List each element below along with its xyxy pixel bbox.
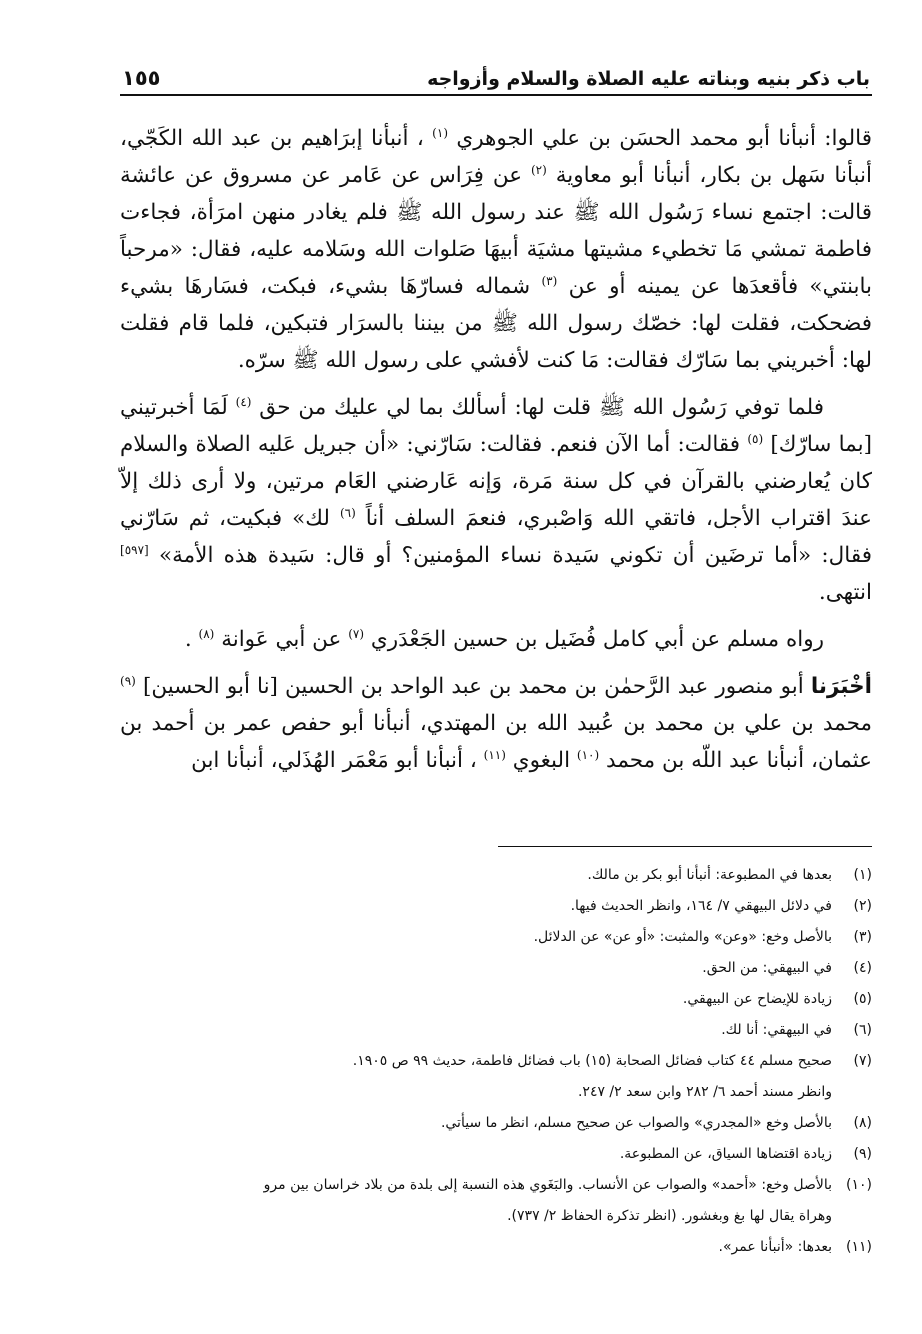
footnotes (120, 860, 872, 1263)
footnote-text: وانظر مسند أحمد ٦/ ٢٨٢ وابن سعد ٢/ ٢٤٧. (577, 1084, 832, 1100)
footnote-ref: (٨) (198, 626, 215, 641)
footnote-ref: (٥) (747, 431, 764, 446)
footnote-text: صحيح مسلم ٤٤ كتاب فضائل الصحابة (١٥) باب فضائل فاطمة، حديث ٩٩ ص ١٩٠٥. (352, 1053, 832, 1069)
footnote-ref: (٧) (348, 626, 365, 641)
chapter-title: باب ذكر بنيه وبناته عليه الصلاة والسلام وأزواجه (427, 68, 870, 90)
footnote-ref: (٦) (339, 505, 356, 520)
page-header (120, 52, 872, 96)
book-page (120, 52, 872, 789)
paragraph (120, 621, 872, 658)
footnote-text: في البيهقي: أنا لك. (721, 1022, 832, 1038)
text-run: شماله فسارّهَا بشيء، فبكت، فسَارهَا بشيء فضحكت، فقلت لها: خصّك رسول الله ﷺ من بيننا بالسرَار فتبكين، فلما قام فقلت لها: أخبريني بما سَارّك فقالت: مَا كنت لأفشي على رسول الله ﷺ سرّه. (120, 274, 872, 373)
footnote-ref: [٥٩٧] (120, 542, 149, 557)
text-run: ، أنبأنا أبو مَعْمَر الهُذَلي، أنبأنا ابن (191, 748, 477, 773)
text-run: عن أبي عَوانة (221, 627, 342, 652)
paragraph (120, 668, 872, 779)
text-run: انتهى. (818, 580, 872, 605)
footnote (120, 891, 872, 922)
footnote-number: (٦) (853, 1022, 872, 1038)
footnote-ref: (١) (432, 125, 448, 140)
footnote-divider (498, 846, 872, 847)
footnote-text: بالأصل وخع: «أحمد» والصواب عن الأنساب. والبَغَوي هذه النسبة إلى بلدة من بلاد خراسان بين مرو (263, 1177, 832, 1193)
footnote (120, 1046, 872, 1077)
text-run: محمد بن علي بن محمد بن عُبيد الله بن المهتدي، أنبأنا أبو حفص عمر بن أحمد بن عثمان، أنبأنا عبد اللّه بن محمد (120, 711, 872, 773)
footnote-number: (٤) (853, 960, 872, 976)
footnote-text: بالأصل وخع «المجدري» والصواب عن صحيح مسلم، انظر ما سيأتي. (440, 1115, 832, 1131)
footnote-number: (١) (853, 867, 872, 883)
footnote-text: في دلائل البيهقي ٧/ ١٦٤، وانظر الحديث فيها. (570, 898, 832, 914)
text-run: عن فِرَاس عن عَامر عن مسروق عن عائشة قالت: اجتمع نساء رَسُول الله ﷺ عند رسول الله ﷺ فلم يغادر منهن امرَأة، فجاءت فاطمة تمشي مَا تخطيء مشيتها مشيَة أبيهَا صَلوات الله وسَلامه عليه، فقال: «مرحباً بابنتي» فأقعدَها عن يمينه أو عن (120, 163, 872, 299)
footnote (120, 1232, 872, 1263)
footnote-number: (٢) (853, 898, 872, 914)
footnote-ref: (١١) (483, 747, 506, 762)
text-run: رواه مسلم عن أبي كامل فُضَيل بن حسين الجَعْدَري (370, 627, 824, 652)
text-run: البغوي (512, 748, 571, 773)
text-run: قالوا: أنبأنا أبو محمد الحسَن بن علي الجوهري (456, 126, 872, 151)
footnote (120, 1201, 872, 1232)
text-run: ، أنبأنا إبرَاهيم بن عبد الله الكَجّي، أنبأنا سَهل بن بكار، أنبأنا أبو معاوية (120, 126, 872, 188)
footnote (120, 922, 872, 953)
footnote-text: في البيهقي: من الحق. (702, 960, 832, 976)
text-run: فقالت: أما الآن فنعم. فقالت: سَارّني: «أن جبريل عَليه الصلاة والسلام كان يُعارضني بالقرآن في كل سنة مَرة، وَإنه عَارضني العَام مرتين، ولا أرى ذلك إلاّ عندَ اقتراب الأجل، فاتقي الله وَاصْبري، فنعمَ السلف أناً (120, 432, 872, 531)
footnote (120, 953, 872, 984)
paragraph-lead: أخْبَرَنا (810, 674, 872, 699)
footnote-text: زيادة اقتضاها السياق، عن المطبوعة. (619, 1146, 832, 1162)
footnote-ref: (٤) (235, 394, 252, 409)
text-run: لَمَا أخبرتيني [بما سارّك] (120, 395, 872, 457)
page-number: ١٥٥ (122, 66, 161, 90)
footnote-ref: (٢) (530, 162, 547, 177)
text-run: لك» فبكيت، ثم سَارّني فقال: «أما ترضَين أن تكوني سَيدة نساء المؤمنين؟ أو قال: سَيدة هذه الأمة» (120, 506, 872, 568)
footnote (120, 1139, 872, 1170)
footnote-ref: (٩) (120, 673, 136, 688)
footnote-ref: (٣) (541, 273, 558, 288)
footnote (120, 984, 872, 1015)
footnote-text: وهراة يقال لها بغ وبغشور. (انظر تذكرة الحفاظ ٢/ ٧٣٧). (507, 1208, 832, 1224)
footnote-number: (١٠) (846, 1177, 872, 1193)
main-text (120, 120, 872, 779)
paragraph (120, 389, 872, 611)
text-run: فلما توفي رَسُول الله ﷺ قلت لها: أسألك بما لي عليك من حق (259, 395, 824, 420)
footnote-number: (١١) (846, 1239, 872, 1255)
footnote (120, 1170, 872, 1201)
footnote-number: (٨) (853, 1115, 872, 1131)
footnote (120, 1077, 872, 1108)
footnote-text: بعدها: «أنبأنا عمر». (718, 1239, 832, 1255)
footnote (120, 1108, 872, 1139)
footnote-text: بالأصل وخع: «وعن» والمثبت: «أو عن» عن الدلائل. (533, 929, 832, 945)
footnote-number: (٣) (853, 929, 872, 945)
footnote-text: بعدها في المطبوعة: أنبأنا أبو بكر بن مالك. (587, 867, 832, 883)
paragraph (120, 120, 872, 379)
footnote-number: (٥) (853, 991, 872, 1007)
footnote-number: (٧) (853, 1053, 872, 1069)
footnote (120, 1015, 872, 1046)
footnote-number: (٩) (853, 1146, 872, 1162)
text-run: أبو منصور عبد الرَّحمٰن بن محمد بن عبد الواحد بن الحسين [نا أبو الحسين] (142, 674, 804, 699)
footnote (120, 860, 872, 891)
text-run: . (184, 627, 192, 652)
footnote-text: زيادة للإيضاح عن البيهقي. (682, 991, 832, 1007)
footnote-ref: (١٠) (576, 747, 600, 762)
